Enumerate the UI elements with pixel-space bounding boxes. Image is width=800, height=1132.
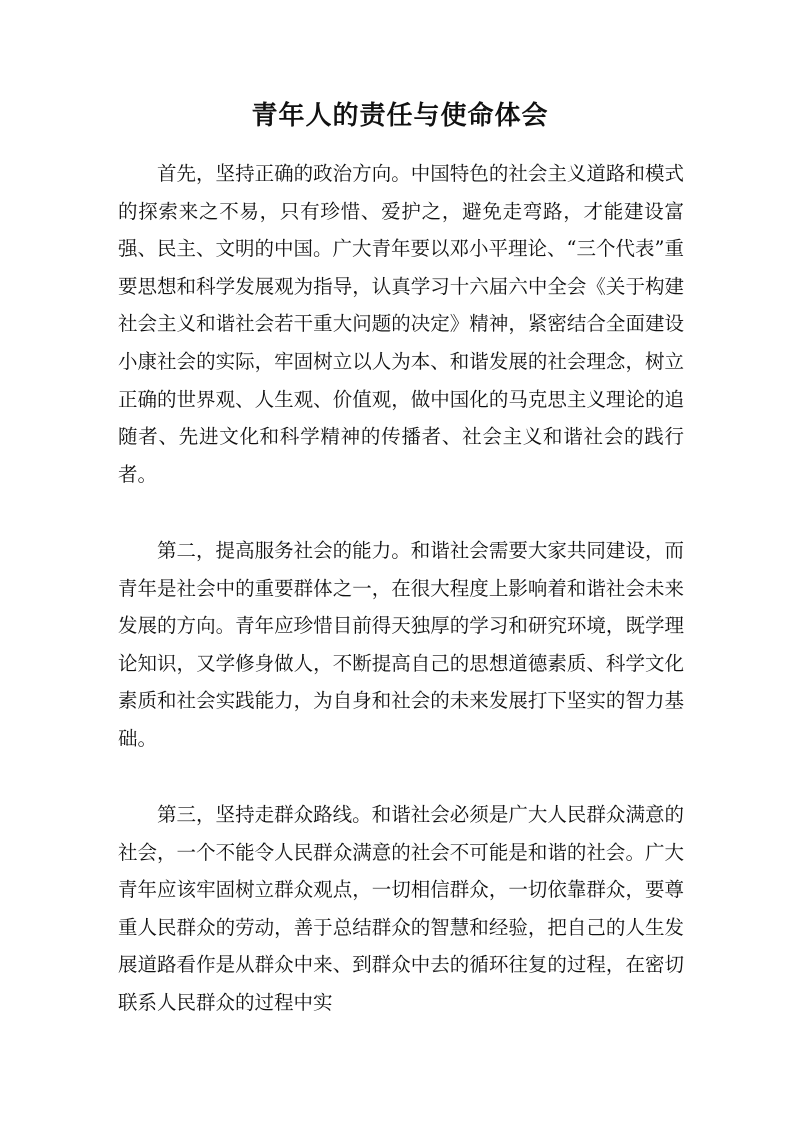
document-title: 青年人的责任与使命体会	[251, 101, 549, 131]
paragraph-2: 第二，提高服务社会的能力。和谐社会需要大家共同建设，而青年是社会中的重要群体之一，在很大程度上影响着和谐社会未来发展的方向。青年应珍惜目前得天独厚的学习和研究环境，既学理论知识，又学修身做人，不断提高自己的思想道德素质、科学文化素质和社会实践能力，为自身和社会的未来发展打下坚实的智力基础。	[118, 539, 684, 750]
paragraph-3: 第三，坚持走群众路线。和谐社会必须是广大人民群众满意的社会，一个不能令人民群众满意的社会不可能是和谐的社会。广大青年应该牢固树立群众观点，一切相信群众，一切依靠群众，要尊重人民群众的劳动，善于总结群众的智慧和经验，把自己的人生发展道路看作是从群众中来、到群众中去的循环往复的过程，在密切联系人民群众的过程中实	[118, 803, 684, 1014]
paragraph-1: 首先，坚持正确的政治方向。中国特色的社会主义道路和模式的探索来之不易，只有珍惜、爱护之，避免走弯路，才能建设富强、民主、文明的中国。广大青年要以邓小平理论、“三个代表”重要思想和科学发展观为指导，认真学习十六届六中全会《关于构建社会主义和谐社会若干重大问题的决定》精神，紧密结合全面建设小康社会的实际，牢固树立以人为本、和谐发展的社会理念，树立正确的世界观、人生观、价值观，做中国化的马克思主义理论的追随者、先进文化和科学精神的传播者、社会主义和谐社会的践行者。	[118, 162, 684, 486]
